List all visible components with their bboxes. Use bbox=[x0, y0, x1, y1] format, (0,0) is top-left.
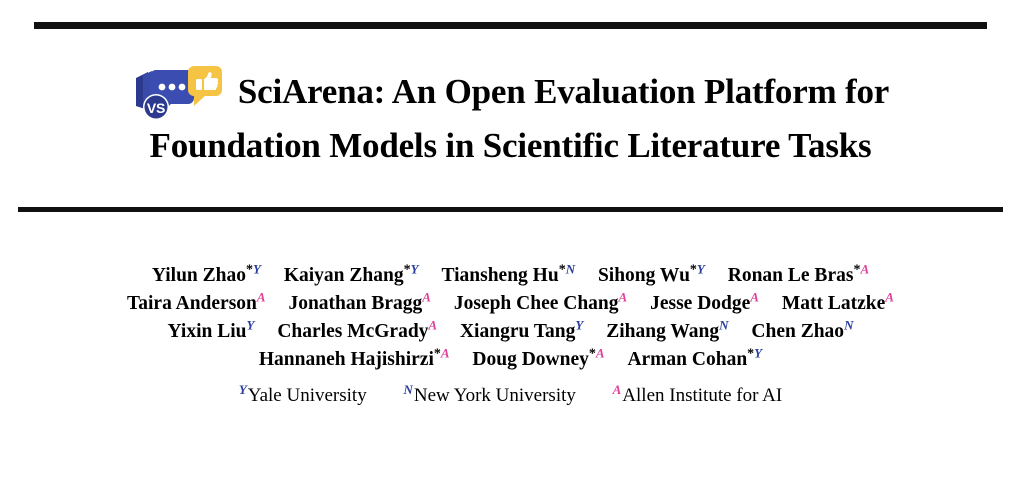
author-name: Zihang Wang bbox=[606, 321, 720, 342]
equal-contribution-mark: * bbox=[747, 346, 755, 362]
affiliation-list bbox=[20, 382, 1001, 410]
affiliation-mark: A bbox=[428, 317, 438, 333]
author-xiangru-tang bbox=[459, 317, 584, 342]
affiliation-mark: A bbox=[618, 289, 628, 305]
author-row bbox=[20, 290, 1001, 318]
affiliation-mark: Y bbox=[238, 381, 247, 397]
author-row bbox=[20, 346, 1001, 374]
author-doug-downey bbox=[472, 345, 605, 370]
title-text-line-2: Foundation Models in Scientific Literature Tasks bbox=[149, 126, 872, 165]
affiliation-mark: A bbox=[860, 261, 870, 277]
author-taira-anderson bbox=[127, 289, 266, 314]
equal-contribution-mark: * bbox=[433, 346, 441, 362]
author-name: Matt Latzke bbox=[781, 293, 886, 314]
equal-contribution-mark: * bbox=[403, 262, 411, 278]
author-name: Hannaneh Hajishirzi bbox=[258, 349, 434, 370]
affiliation-mark: A bbox=[422, 289, 431, 305]
svg-text:VS: VS bbox=[146, 100, 165, 116]
author-kaiyan-zhang bbox=[283, 261, 419, 286]
affiliation-ai2 bbox=[612, 381, 783, 406]
author-name: Taira Anderson bbox=[127, 293, 257, 314]
author-name: Yilun Zhao bbox=[151, 265, 247, 286]
affiliation-mark: Y bbox=[575, 317, 584, 333]
author-name: Xiangru Tang bbox=[459, 321, 576, 342]
author-name: Jesse Dodge bbox=[650, 293, 751, 314]
affiliation-mark: A bbox=[595, 345, 605, 361]
affiliation-mark: Y bbox=[696, 261, 705, 277]
affiliation-mark: A bbox=[440, 345, 450, 361]
affiliation-name: Allen Institute for AI bbox=[622, 385, 783, 406]
author-matt-latzke bbox=[781, 289, 894, 314]
author-name: Kaiyan Zhang bbox=[283, 265, 404, 286]
affiliation-mark: N bbox=[844, 317, 854, 333]
author-joseph-chee-chang bbox=[453, 289, 628, 314]
affiliation-mark: A bbox=[612, 381, 622, 397]
author-row bbox=[20, 262, 1001, 290]
equal-contribution-mark: * bbox=[853, 262, 861, 278]
author-row bbox=[20, 318, 1001, 346]
author-name: Joseph Chee Chang bbox=[453, 293, 619, 314]
affiliation-mark: Y bbox=[246, 317, 255, 333]
affiliation-mark: N bbox=[719, 317, 729, 333]
affiliation-yale bbox=[238, 381, 367, 406]
author-yilun-zhao bbox=[151, 261, 261, 286]
affiliation-mark: N bbox=[403, 381, 413, 397]
affiliation-mark: Y bbox=[754, 345, 763, 361]
author-arman-cohan bbox=[627, 345, 763, 370]
author-jonathan-bragg bbox=[288, 289, 431, 314]
author-name: Charles McGrady bbox=[277, 321, 429, 342]
affiliation-mark: Y bbox=[410, 261, 419, 277]
sciarena-vs-logo-icon bbox=[132, 62, 224, 122]
author-hannaneh-hajishirzi bbox=[258, 345, 450, 370]
author-ronan-le-bras bbox=[727, 261, 870, 286]
header-rule-bottom bbox=[18, 207, 1003, 212]
equal-contribution-mark: * bbox=[588, 346, 596, 362]
equal-contribution-mark: * bbox=[246, 262, 254, 278]
author-zihang-wang bbox=[606, 317, 729, 342]
author-jesse-dodge bbox=[650, 289, 759, 314]
affiliation-mark: N bbox=[565, 261, 576, 277]
header-rule-top bbox=[34, 22, 987, 29]
equal-contribution-mark: * bbox=[558, 262, 566, 278]
paper-title bbox=[30, 62, 991, 170]
affiliation-name: New York University bbox=[413, 385, 576, 406]
equal-contribution-mark: * bbox=[689, 262, 697, 278]
author-name: Sihong Wu bbox=[597, 265, 690, 286]
author-charles-mcgrady bbox=[277, 317, 438, 342]
affiliation-nyu bbox=[403, 381, 576, 406]
affiliation-mark: A bbox=[750, 289, 759, 305]
author-tiansheng-hu bbox=[441, 261, 576, 286]
affiliation-mark: Y bbox=[253, 261, 261, 277]
affiliation-mark: A bbox=[256, 289, 266, 305]
author-name: Doug Downey bbox=[472, 349, 589, 370]
author-name: Tiansheng Hu bbox=[441, 265, 559, 286]
author-name: Arman Cohan bbox=[627, 349, 748, 370]
author-name: Chen Zhao bbox=[751, 321, 845, 342]
author-yixin-liu bbox=[167, 317, 255, 342]
author-name: Yixin Liu bbox=[167, 321, 247, 342]
title-line-1 bbox=[30, 62, 991, 122]
author-name: Ronan Le Bras bbox=[727, 265, 854, 286]
author-list bbox=[20, 262, 1001, 410]
author-chen-zhao bbox=[751, 317, 854, 342]
author-name: Jonathan Bragg bbox=[288, 293, 423, 314]
title-text-line-1: SciArena: An Open Evaluation Platform for bbox=[237, 72, 890, 111]
affiliation-mark: A bbox=[885, 289, 894, 305]
affiliation-name: Yale University bbox=[247, 385, 367, 406]
author-sihong-wu bbox=[597, 261, 705, 286]
